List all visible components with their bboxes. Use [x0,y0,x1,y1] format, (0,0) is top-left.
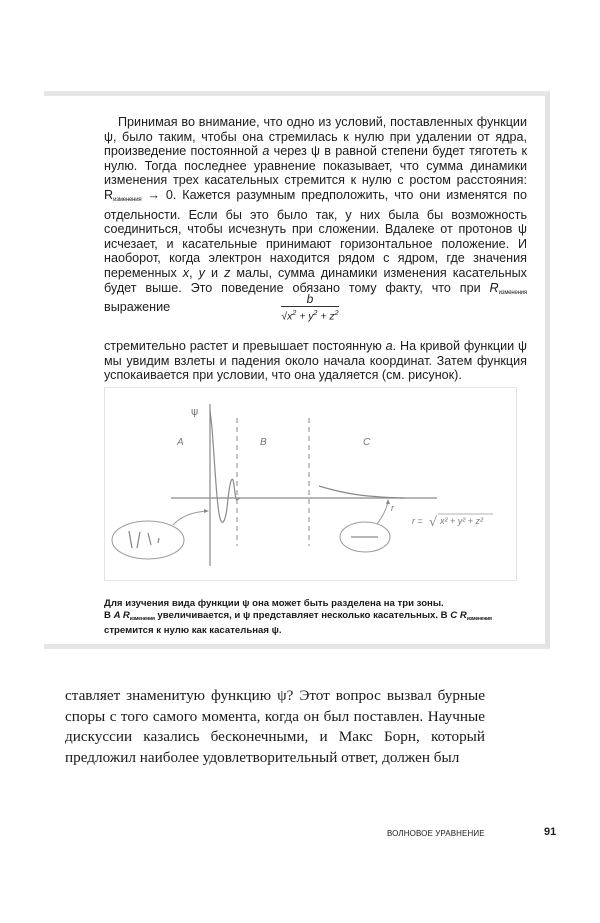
zone-a-ref: A R [113,610,130,621]
main-body-text [65,686,485,768]
variable-x: x [182,265,190,280]
text-run: . На кривой функции ψ мы увидим взлеты и падения около начала координат. Затем функция успокаивается при условии, что она удаляется (см. рисунок). [104,339,527,383]
zone-c-ref: C R [450,610,467,621]
sidebar-paragraph-2 [104,339,527,383]
text-run: малы, сумма динамики изменения касательных будет выше. Это поведение обязано тому факту, что при [104,265,527,295]
text-run: стремительно растет и превышает постоянную [104,339,386,353]
figure-caption [104,598,534,637]
psi-diagram [105,388,518,582]
variable-y: y [198,265,205,280]
sidebar-paragraph [104,115,527,315]
sqrt-sign: √ [281,310,288,323]
caption-line-1: Для изучения вида функции ψ она может быть разделена на три зоны. [104,598,444,609]
svg-text:x² + y² + z²: x² + y² + z² [440,516,484,526]
zone-b-label: B [260,437,267,448]
formula-numerator: b [306,292,314,306]
subscript: изменения [113,196,142,203]
caption-line-3: стремится к нулю как касательная ψ. [104,625,282,636]
tangents-ellipse-a [112,521,184,559]
text-run: Принимая во внимание, что одно из условий, поставленных функции ψ, было таким, чтобы она стремилась к нулю при удалении от ядра, произведение постоянной [104,115,527,159]
svg-text:√: √ [429,515,438,530]
running-title: ВОЛНОВОЕ УРАВНЕНИЕ [387,829,485,838]
r-label: r [391,503,394,513]
subscript: изменения [466,616,492,622]
zone-c-label: C [363,437,371,448]
text-run: выражение [104,300,171,315]
body-paragraph: ставляет знаменитую функцию ψ? Этот вопрос вызвал бурные споры с того самого момента, когда он был поставлен. Научные дискуссии казались бесконечными, и Макс Борн, который предложил наиболее удовлетворительный ответ, должен был [65,687,485,766]
fraction-formula [270,292,350,323]
psi-curve [210,410,240,522]
arrow-c [377,501,388,524]
text-run: через ψ в равной степени будет тяготеть к нулю. Тогда последнее уравнение показывает, что сумма динамики изменения трех касательных стремится к нулю с ростом расстояния: R [104,144,527,202]
var-z: + z [317,310,335,323]
arrow-a [173,511,207,525]
var-y: + y [296,310,314,323]
text-run: и [204,265,225,280]
subscript: изменения [129,616,155,622]
variable-a: a [385,339,393,353]
exponent: 2 [334,310,339,317]
variable-a: a [262,144,270,159]
text-run: → 0. Кажется разумным предположить, что они изменятся по отдельности. Если бы это было так, у них была бы возможность соединиться, чтобы исчезнуть при сложении. Вдалеке от протонов ψ исчезает, и касательные принимают горизонтальное положение. И наоборот, когда электрон находится рядом с ядром, где значения переменных [104,187,527,280]
text-run: увеличивается, и ψ представляет несколько касательных. В [154,610,451,621]
formula-denominator [281,306,338,323]
page-number: 91 [544,826,557,838]
r-formula: r = [412,516,423,526]
var-x: x [287,310,293,323]
exponent: 2 [313,310,318,317]
psi-function-figure [104,387,517,581]
text-run: В [104,610,114,621]
variable-z: z [224,265,231,280]
exponent: 2 [292,310,297,317]
subscript: изменения [498,289,527,296]
caption-line-2 [104,610,534,625]
psi-axis-label: ψ [191,405,199,418]
psi-tail-curve [319,486,405,498]
text-run: , [189,265,199,280]
variable-r: R [489,280,499,295]
zone-a-label: A [177,437,184,448]
